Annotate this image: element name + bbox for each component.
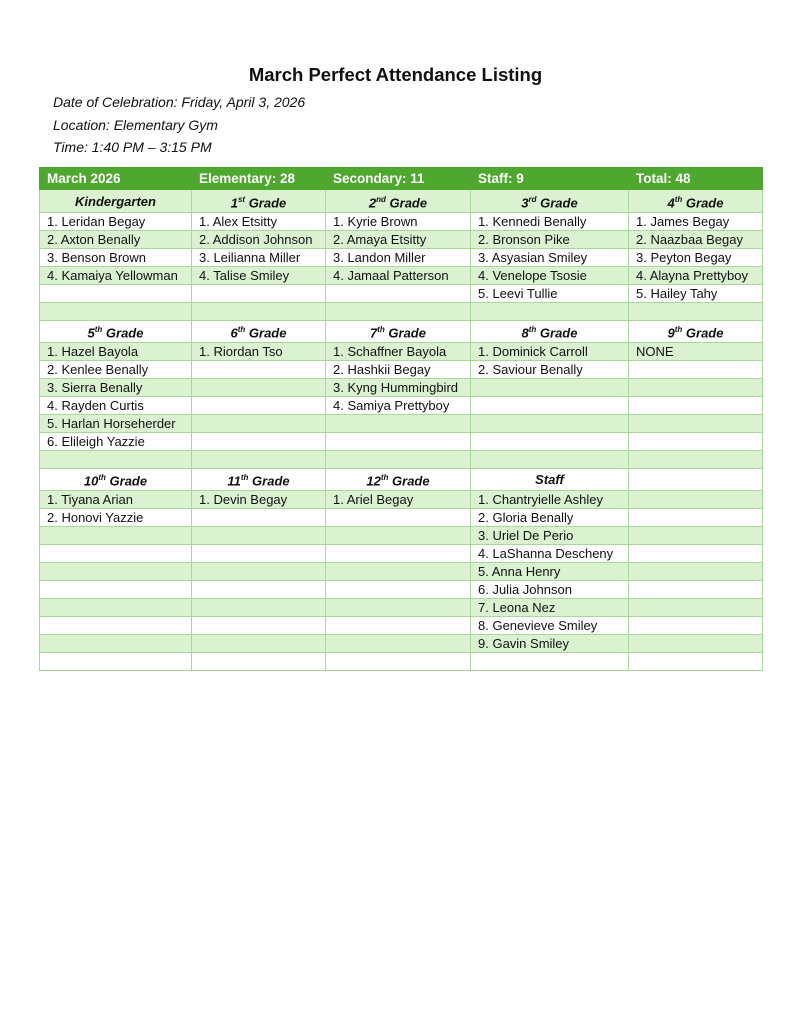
grade-suffix: th bbox=[94, 325, 103, 335]
name-cell bbox=[192, 599, 326, 617]
name-cell bbox=[326, 635, 471, 653]
name-cell bbox=[471, 303, 629, 321]
grade-header bbox=[192, 469, 326, 491]
time: Time: 1:40 PM – 3:15 PM bbox=[53, 139, 212, 155]
name-cell: 1. Dominick Carroll bbox=[471, 343, 629, 361]
name-cell bbox=[326, 285, 471, 303]
grade-header bbox=[629, 190, 763, 213]
name-cell: 1. Hazel Bayola bbox=[40, 343, 192, 361]
name-cell: 2. Hashkii Begay bbox=[326, 361, 471, 379]
name-cell bbox=[629, 361, 763, 379]
name-cell bbox=[326, 527, 471, 545]
grade-label: Grade bbox=[102, 325, 144, 341]
name-cell: 2. Bronson Pike bbox=[471, 231, 629, 249]
name-cell bbox=[629, 545, 763, 563]
name-cell: 2. Honovi Yazzie bbox=[40, 509, 192, 527]
grade-header bbox=[471, 321, 629, 343]
name-cell: 4. Jamaal Patterson bbox=[326, 267, 471, 285]
name-cell bbox=[629, 635, 763, 653]
grade-number: 1 bbox=[230, 195, 238, 211]
name-cell bbox=[629, 653, 763, 671]
summary-cell: Elementary: 28 bbox=[192, 168, 326, 190]
celebration-date: Date of Celebration: Friday, April 3, 2026 bbox=[53, 94, 306, 110]
table-row bbox=[40, 545, 763, 563]
name-cell bbox=[629, 563, 763, 581]
name-cell: 7. Leona Nez bbox=[471, 599, 629, 617]
grade-suffix: nd bbox=[376, 194, 386, 204]
grade-number: 12 bbox=[366, 473, 381, 489]
name-cell: 1. Leridan Begay bbox=[40, 213, 192, 231]
grade-header bbox=[629, 321, 763, 343]
name-cell bbox=[326, 581, 471, 599]
name-cell bbox=[629, 303, 763, 321]
name-cell bbox=[192, 653, 326, 671]
grade-suffix: th bbox=[674, 194, 683, 204]
grade-header bbox=[40, 190, 192, 213]
attendance-table bbox=[39, 167, 763, 671]
name-cell: 8. Genevieve Smiley bbox=[471, 617, 629, 635]
name-cell: 2. Addison Johnson bbox=[192, 231, 326, 249]
name-cell: 3. Uriel De Perio bbox=[471, 527, 629, 545]
name-cell bbox=[629, 509, 763, 527]
name-cell: 1. James Begay bbox=[629, 213, 763, 231]
name-cell bbox=[40, 285, 192, 303]
name-cell bbox=[629, 415, 763, 433]
name-cell: 4. Rayden Curtis bbox=[40, 397, 192, 415]
table-row bbox=[40, 361, 763, 379]
name-cell bbox=[629, 433, 763, 451]
summary-cell: Total: 48 bbox=[629, 168, 763, 190]
table-row bbox=[40, 231, 763, 249]
grade-number: 5 bbox=[87, 325, 95, 341]
name-cell bbox=[326, 653, 471, 671]
name-cell bbox=[40, 563, 192, 581]
grade-header bbox=[40, 321, 192, 343]
grade-suffix: th bbox=[240, 473, 249, 483]
table-row bbox=[40, 213, 763, 231]
name-cell bbox=[326, 451, 471, 469]
table-row bbox=[40, 617, 763, 635]
name-cell: 5. Anna Henry bbox=[471, 563, 629, 581]
name-cell bbox=[40, 303, 192, 321]
table-row bbox=[40, 267, 763, 285]
name-cell: 5. Harlan Horseherder bbox=[40, 415, 192, 433]
name-cell: 1. Kyrie Brown bbox=[326, 213, 471, 231]
name-cell: 3. Leilianna Miller bbox=[192, 249, 326, 267]
name-cell: 1. Tiyana Arian bbox=[40, 491, 192, 509]
table-row bbox=[40, 599, 763, 617]
name-cell bbox=[192, 379, 326, 397]
name-cell bbox=[192, 635, 326, 653]
name-cell bbox=[192, 361, 326, 379]
name-cell: 2. Axton Benally bbox=[40, 231, 192, 249]
grade-header-row bbox=[40, 321, 763, 343]
name-cell bbox=[629, 617, 763, 635]
grade-header bbox=[192, 321, 326, 343]
grade-label: Grade bbox=[388, 473, 430, 489]
name-cell: 1. Alex Etsitty bbox=[192, 213, 326, 231]
name-cell bbox=[192, 617, 326, 635]
grade-number: 3 bbox=[521, 195, 529, 211]
name-cell bbox=[629, 491, 763, 509]
table-row bbox=[40, 249, 763, 267]
grade-label: Grade bbox=[248, 473, 290, 489]
name-cell: 4. Alayna Prettyboy bbox=[629, 267, 763, 285]
name-cell bbox=[40, 527, 192, 545]
name-cell: 9. Gavin Smiley bbox=[471, 635, 629, 653]
name-cell bbox=[326, 509, 471, 527]
name-cell bbox=[326, 415, 471, 433]
summary-row bbox=[40, 168, 763, 190]
name-cell bbox=[471, 397, 629, 415]
name-cell bbox=[326, 303, 471, 321]
grade-label: Grade bbox=[682, 195, 724, 211]
grade-suffix: th bbox=[98, 473, 106, 483]
table-row bbox=[40, 415, 763, 433]
name-cell: 2. Naazbaa Begay bbox=[629, 231, 763, 249]
name-cell: 2. Kenlee Benally bbox=[40, 361, 192, 379]
table-row bbox=[40, 491, 763, 509]
name-cell bbox=[629, 581, 763, 599]
grade-header bbox=[471, 190, 629, 213]
name-cell: 3. Kyng Hummingbird bbox=[326, 379, 471, 397]
name-cell bbox=[40, 653, 192, 671]
grade-number: 10 bbox=[83, 473, 99, 489]
grade-number: 6 bbox=[230, 325, 238, 341]
grade-number: Kindergarten bbox=[75, 193, 156, 209]
name-cell bbox=[192, 581, 326, 599]
grade-suffix: th bbox=[377, 325, 385, 335]
grade-number: Staff bbox=[535, 472, 564, 487]
table-row bbox=[40, 343, 763, 361]
grade-label: Grade bbox=[384, 325, 426, 341]
grade-label: Grade bbox=[245, 195, 287, 211]
grade-suffix: th bbox=[237, 325, 246, 335]
name-cell: 3. Benson Brown bbox=[40, 249, 192, 267]
name-cell: 4. Talise Smiley bbox=[192, 267, 326, 285]
table-row bbox=[40, 509, 763, 527]
name-cell bbox=[192, 563, 326, 581]
table-row bbox=[40, 451, 763, 469]
name-cell bbox=[629, 397, 763, 415]
summary-cell: Staff: 9 bbox=[471, 168, 629, 190]
grade-label: Grade bbox=[536, 195, 578, 211]
name-cell: 3. Sierra Benally bbox=[40, 379, 192, 397]
name-cell: 1. Chantryielle Ashley bbox=[471, 491, 629, 509]
name-cell bbox=[629, 527, 763, 545]
grade-label: Grade bbox=[536, 325, 578, 341]
grade-suffix: rd bbox=[528, 194, 537, 204]
grade-header bbox=[326, 190, 471, 213]
grade-number: 7 bbox=[370, 325, 378, 341]
name-cell bbox=[471, 433, 629, 451]
grade-header-row bbox=[40, 190, 763, 213]
table-row bbox=[40, 653, 763, 671]
name-cell: 1. Schaffner Bayola bbox=[326, 343, 471, 361]
name-cell bbox=[326, 617, 471, 635]
name-cell: 1. Ariel Begay bbox=[326, 491, 471, 509]
name-cell: 4. LaShanna Descheny bbox=[471, 545, 629, 563]
name-cell bbox=[471, 415, 629, 433]
grade-header bbox=[326, 469, 471, 491]
name-cell bbox=[40, 617, 192, 635]
name-cell bbox=[192, 415, 326, 433]
name-cell bbox=[192, 527, 326, 545]
name-cell: 6. Elileigh Yazzie bbox=[40, 433, 192, 451]
table-row bbox=[40, 303, 763, 321]
name-cell bbox=[192, 545, 326, 563]
name-cell bbox=[192, 433, 326, 451]
table-row bbox=[40, 379, 763, 397]
table-row bbox=[40, 581, 763, 599]
grade-suffix: th bbox=[528, 325, 537, 335]
name-cell bbox=[192, 509, 326, 527]
table-row bbox=[40, 527, 763, 545]
summary-cell: Secondary: 11 bbox=[326, 168, 471, 190]
table-row bbox=[40, 397, 763, 415]
name-cell: 3. Peyton Begay bbox=[629, 249, 763, 267]
grade-suffix: st bbox=[237, 194, 246, 204]
name-cell: 3. Landon Miller bbox=[326, 249, 471, 267]
name-cell: 2. Amaya Etsitty bbox=[326, 231, 471, 249]
name-cell bbox=[471, 653, 629, 671]
summary-cell: March 2026 bbox=[40, 168, 192, 190]
name-cell bbox=[471, 451, 629, 469]
name-cell bbox=[40, 581, 192, 599]
table-row bbox=[40, 635, 763, 653]
grade-header bbox=[40, 469, 192, 491]
name-cell bbox=[192, 397, 326, 415]
name-cell bbox=[192, 451, 326, 469]
name-cell: 4. Venelope Tsosie bbox=[471, 267, 629, 285]
name-cell: NONE bbox=[629, 343, 763, 361]
grade-number: 4 bbox=[667, 195, 675, 211]
name-cell: 1. Devin Begay bbox=[192, 491, 326, 509]
grade-label: Grade bbox=[682, 325, 724, 341]
name-cell bbox=[40, 599, 192, 617]
grade-label: Grade bbox=[245, 325, 287, 341]
grade-label: Grade bbox=[105, 473, 148, 489]
grade-suffix: th bbox=[380, 473, 389, 483]
grade-number: 9 bbox=[667, 325, 675, 341]
grade-header-row bbox=[40, 469, 763, 491]
name-cell bbox=[192, 303, 326, 321]
name-cell: 3. Asyasian Smiley bbox=[471, 249, 629, 267]
page-title: March Perfect Attendance Listing bbox=[248, 64, 543, 85]
name-cell: 2. Saviour Benally bbox=[471, 361, 629, 379]
name-cell bbox=[326, 599, 471, 617]
name-cell: 4. Samiya Prettyboy bbox=[326, 397, 471, 415]
grade-suffix: th bbox=[674, 325, 683, 335]
name-cell: 4. Kamaiya Yellowman bbox=[40, 267, 192, 285]
name-cell bbox=[629, 451, 763, 469]
location: Location: Elementary Gym bbox=[53, 117, 218, 133]
grade-header bbox=[471, 469, 629, 491]
name-cell: 5. Hailey Tahy bbox=[629, 285, 763, 303]
table-row bbox=[40, 433, 763, 451]
name-cell bbox=[192, 285, 326, 303]
name-cell: 6. Julia Johnson bbox=[471, 581, 629, 599]
name-cell: 5. Leevi Tullie bbox=[471, 285, 629, 303]
name-cell bbox=[326, 433, 471, 451]
grade-label: Grade bbox=[385, 195, 428, 211]
name-cell bbox=[40, 635, 192, 653]
grade-header bbox=[326, 321, 471, 343]
name-cell: 2. Gloria Benally bbox=[471, 509, 629, 527]
name-cell bbox=[471, 379, 629, 397]
name-cell bbox=[326, 545, 471, 563]
name-cell bbox=[629, 599, 763, 617]
grade-number: 8 bbox=[521, 325, 529, 341]
grade-header bbox=[629, 469, 763, 491]
name-cell bbox=[326, 563, 471, 581]
grade-number: 11 bbox=[227, 473, 241, 489]
grade-number: 2 bbox=[368, 195, 377, 211]
name-cell: 1. Kennedi Benally bbox=[471, 213, 629, 231]
grade-header bbox=[192, 190, 326, 213]
name-cell: 1. Riordan Tso bbox=[192, 343, 326, 361]
name-cell bbox=[40, 545, 192, 563]
name-cell bbox=[629, 379, 763, 397]
table-row bbox=[40, 285, 763, 303]
name-cell bbox=[40, 451, 192, 469]
table-row bbox=[40, 563, 763, 581]
